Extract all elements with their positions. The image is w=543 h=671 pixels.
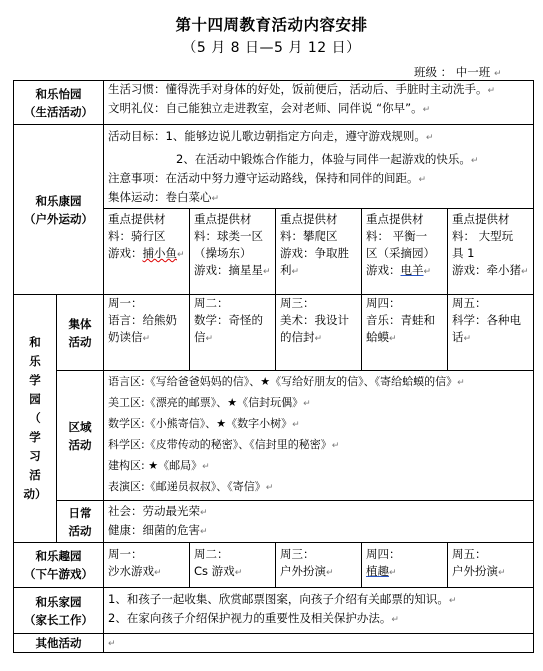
paragraph-mark-icon: ↵ (291, 267, 300, 277)
material-1 (104, 209, 190, 295)
paragraph-mark-icon: ↵ (234, 568, 243, 578)
material-5 (448, 209, 534, 295)
label-group-activity (57, 295, 104, 371)
cell-text: 科学：各种电 (452, 313, 521, 327)
paragraph-mark-icon: ↵ (202, 462, 210, 472)
paragraph-mark-icon: ↵ (487, 86, 496, 96)
cell-text: 周五： (452, 547, 487, 561)
material-3 (276, 209, 362, 295)
outdoor-note (108, 170, 533, 189)
home-line-2 (108, 610, 533, 629)
home-line-1 (108, 591, 533, 610)
area-science (108, 435, 533, 456)
cell-text: 活动 (68, 523, 92, 538)
cell-text: 科学区:《皮带传动的秘密》、《信封里的秘密》 (108, 438, 332, 451)
cell-text: 具 1 (452, 246, 475, 260)
daily-health (108, 522, 533, 541)
cell-text: 区域 (68, 419, 92, 434)
cell-text: 户外扮演 (280, 564, 326, 578)
cell-text: 重点提供材 (194, 212, 252, 226)
cell-text: 游戏： (108, 246, 143, 260)
cell-text: 周四： (366, 547, 401, 561)
fun-thu (362, 543, 448, 588)
cell-text: （家长工作） (24, 612, 93, 627)
cell-text: 活动 (68, 334, 92, 349)
paragraph-mark-icon: ↵ (470, 156, 479, 166)
cell-text: 捕小鱼 (142, 246, 177, 260)
daily-social (108, 503, 533, 522)
paragraph-mark-icon: ↵ (326, 568, 334, 578)
paragraph-mark-icon: ↵ (448, 596, 457, 606)
cell-text: 周一： (108, 296, 143, 310)
fun-mon (104, 543, 190, 588)
other-content (104, 634, 534, 653)
home-content (104, 588, 534, 634)
label-outdoor-sub: （户外运动） (24, 211, 93, 226)
cell-text: 重点提供材 (108, 212, 166, 226)
outdoor-goal-1 (108, 128, 533, 147)
cell-text: 游戏： (366, 263, 401, 277)
cell-text: 周五： (452, 296, 487, 310)
cell-text: 游戏：摘星星 (194, 263, 263, 277)
label-study (14, 295, 57, 543)
cell-text: 游戏：争取胜 (280, 246, 349, 260)
cell-text: 重点提供材 (452, 212, 510, 226)
cell-text: 的信封 (280, 330, 315, 344)
area-language (108, 372, 533, 393)
cell-text: 音乐：青蛙和 (366, 313, 435, 327)
cell-text: 美术：我设计 (280, 313, 349, 327)
cell-text: 料：骑行区 (108, 229, 166, 243)
cell-text: （下午游戏） (24, 567, 93, 581)
paragraph-mark-icon: ↵ (205, 334, 214, 344)
cell-text: 周四： (366, 296, 401, 310)
paragraph-mark-icon: ↵ (391, 615, 399, 625)
row-life (14, 81, 534, 125)
cell-text: 美工区:《漂亮的邮票》、★《信封玩偶》 (108, 396, 304, 409)
cell-text: 周一： (108, 547, 143, 561)
cell-text: 文明礼仪：自己能独立走进教室，会对老师、同伴说 “你早”。 (108, 101, 423, 115)
outdoor-group (108, 189, 533, 208)
row-outdoor-top (14, 125, 534, 209)
cell-text: 蛤蟆 (366, 330, 389, 344)
cell-text: 和乐家园 (35, 594, 82, 609)
paragraph-mark-icon: ↵ (142, 334, 151, 344)
area-content (104, 371, 534, 501)
cell-text: 游戏：牵小猪 (452, 263, 521, 277)
cell-text: 习 (29, 449, 41, 463)
cell-text: 数学：奇怪的 (194, 313, 263, 327)
row-study-area (14, 371, 534, 501)
label-outdoor-title: 和乐康园 (35, 193, 82, 208)
cell-text: 周三： (280, 547, 315, 561)
group-tue (190, 295, 276, 371)
cell-text: 表演区:《邮递员叔叔》、《寄信》 (108, 480, 266, 493)
row-study-daily (14, 501, 534, 543)
group-mon (104, 295, 190, 371)
cell-text: 学 (29, 373, 41, 387)
cell-text: 生活习惯：懂得洗手对身体的好处，饭前便后，活动后、手脏时主动洗手。 (108, 82, 488, 96)
cell-text: 社会：劳动最光荣 (108, 504, 200, 518)
area-performance (108, 477, 533, 498)
cell-text: 料： 平衡一 (366, 229, 428, 243)
cell-text: 利 (280, 263, 292, 277)
row-fun (14, 543, 534, 588)
life-content (104, 81, 534, 125)
fun-wed (276, 543, 362, 588)
cell-text: 重点提供材 (280, 212, 338, 226)
page-title: 第十四周教育活动内容安排 (175, 16, 368, 34)
cell-text: 乐 (29, 354, 41, 368)
cell-text: 2、在家向孩子介绍保护视力的重要性及相关保护办法。 (108, 611, 392, 625)
cell-text: 周二： (194, 547, 229, 561)
paragraph-mark-icon: ↵ (521, 267, 529, 277)
label-other: 其他活动 (14, 634, 104, 653)
cell-text: 植趣 (366, 564, 389, 578)
cell-text: 集体运动：卷白菜心 (108, 190, 212, 204)
cell-text: 2、在活动中锻炼合作能力，体验与同伴一起游戏的快乐。 (176, 152, 471, 166)
label-area-activity (57, 371, 104, 501)
paragraph-mark-icon: ↵ (200, 508, 208, 518)
cell-text: 和 (29, 335, 41, 349)
paragraph-mark-icon: ↵ (303, 399, 311, 409)
row-study-group (14, 295, 534, 371)
cell-text: 料：攀爬区 (280, 229, 338, 243)
cell-text: 语言区:《写给爸爸妈妈的信》、★《写给好朋友的信》、《寄给蛤蟆的信》 (108, 375, 458, 388)
label-home (14, 588, 104, 634)
cell-text: 奶读信 (108, 330, 143, 344)
cell-text: 活动 (68, 437, 92, 452)
area-math (108, 414, 533, 435)
area-construction (108, 456, 533, 477)
cell-text: （ (29, 411, 41, 425)
cell-text: 重点提供材 (366, 212, 424, 226)
cell-text: 集体 (68, 316, 92, 331)
cell-text: 周二： (194, 296, 229, 310)
paragraph-mark-icon: ↵ (263, 267, 271, 277)
paragraph-mark-icon: ↵ (211, 194, 220, 204)
material-2 (190, 209, 276, 295)
cell-text: 学 (29, 430, 41, 444)
daily-content (104, 501, 534, 543)
life-manners (108, 100, 533, 119)
cell-text: 注意事项：在活动中努力遵守运动路线，保持和同伴的间距。 (108, 171, 419, 185)
cell-text: 和乐趣园 (35, 549, 82, 563)
group-wed (276, 295, 362, 371)
paragraph-mark-icon: ↵ (108, 639, 116, 649)
paragraph-mark-icon: ↵ (422, 105, 431, 115)
paragraph-mark-icon: ↵ (292, 420, 300, 430)
cell-text: （操场东） (194, 246, 252, 260)
paragraph-mark-icon: ↵ (265, 483, 274, 493)
paragraph-mark-icon: ↵ (200, 527, 208, 537)
schedule-table (13, 80, 534, 653)
cell-text: 信 (194, 330, 206, 344)
label-life-title: 和乐怡园 (35, 86, 82, 101)
paragraph-mark-icon: ↵ (498, 568, 506, 578)
paragraph-mark-icon: ↵ (331, 441, 340, 451)
label-daily-activity (57, 501, 104, 543)
cell-text: 沙水游戏 (108, 564, 154, 578)
class-label-text: 班级 ： 中一班 (414, 65, 491, 79)
group-thu (362, 295, 448, 371)
cell-text: 数学区:《小熊寄信》、★《数字小树》 (108, 417, 293, 430)
cell-text: 健康：细菌的危害 (108, 523, 200, 537)
cell-text: 电羊 (400, 263, 424, 277)
row-other (14, 634, 534, 653)
paragraph-mark-icon: ↵ (177, 250, 185, 260)
cell-text: 户外扮演 (452, 564, 498, 578)
fun-fri (448, 543, 534, 588)
cell-text: 话 (452, 330, 464, 344)
row-home (14, 588, 534, 634)
paragraph-mark-icon: ↵ (154, 568, 162, 578)
label-outdoor (14, 125, 104, 295)
material-4 (362, 209, 448, 295)
label-fun (14, 543, 104, 588)
cell-text: 料：球类一区 (194, 229, 263, 243)
group-fri (448, 295, 534, 371)
cell-text: 活动目标：1、能够边说儿歌边朝指定方向走，遵守游戏规则。 (108, 129, 426, 143)
paragraph-mark-icon: ↵ (389, 568, 397, 578)
cell-text: 动） (23, 487, 47, 501)
cell-text: 区（采摘园） (366, 246, 435, 260)
paragraph-mark-icon: ↵ (425, 133, 434, 143)
cell-text: 日常 (68, 505, 92, 520)
life-habit (108, 81, 533, 100)
cell-text: 1、和孩子一起收集、欣赏邮票图案，向孩子介绍有关邮票的知识。 (108, 592, 449, 606)
outdoor-content (104, 125, 534, 209)
cell-text: 建构区: ★《邮局》 (108, 459, 203, 472)
cell-text: 料： 大型玩 (452, 229, 514, 243)
cell-text: Cs 游戏 (194, 564, 235, 578)
area-art (108, 393, 533, 414)
label-life (14, 81, 104, 125)
paragraph-mark-icon: ↵ (418, 175, 427, 185)
paragraph-mark-icon: ↵ (457, 378, 465, 388)
class-label (414, 64, 502, 80)
cell-text: 语言：给熊奶 (108, 313, 177, 327)
cell-text: 周三： (280, 296, 315, 310)
paragraph-mark-icon: ↵ (463, 334, 472, 344)
label-life-sub: （生活活动） (24, 104, 93, 119)
date-range: （5 月 8 日—5 月 12 日） (182, 40, 361, 56)
paragraph-mark-icon: ↵ (493, 69, 502, 79)
outdoor-goal-2 (108, 151, 533, 170)
cell-text: 园 (29, 392, 41, 406)
paragraph-mark-icon: ↵ (423, 267, 432, 277)
paragraph-mark-icon: ↵ (389, 334, 397, 344)
paragraph-mark-icon: ↵ (314, 334, 323, 344)
fun-tue (190, 543, 276, 588)
cell-text: 活 (29, 468, 41, 482)
